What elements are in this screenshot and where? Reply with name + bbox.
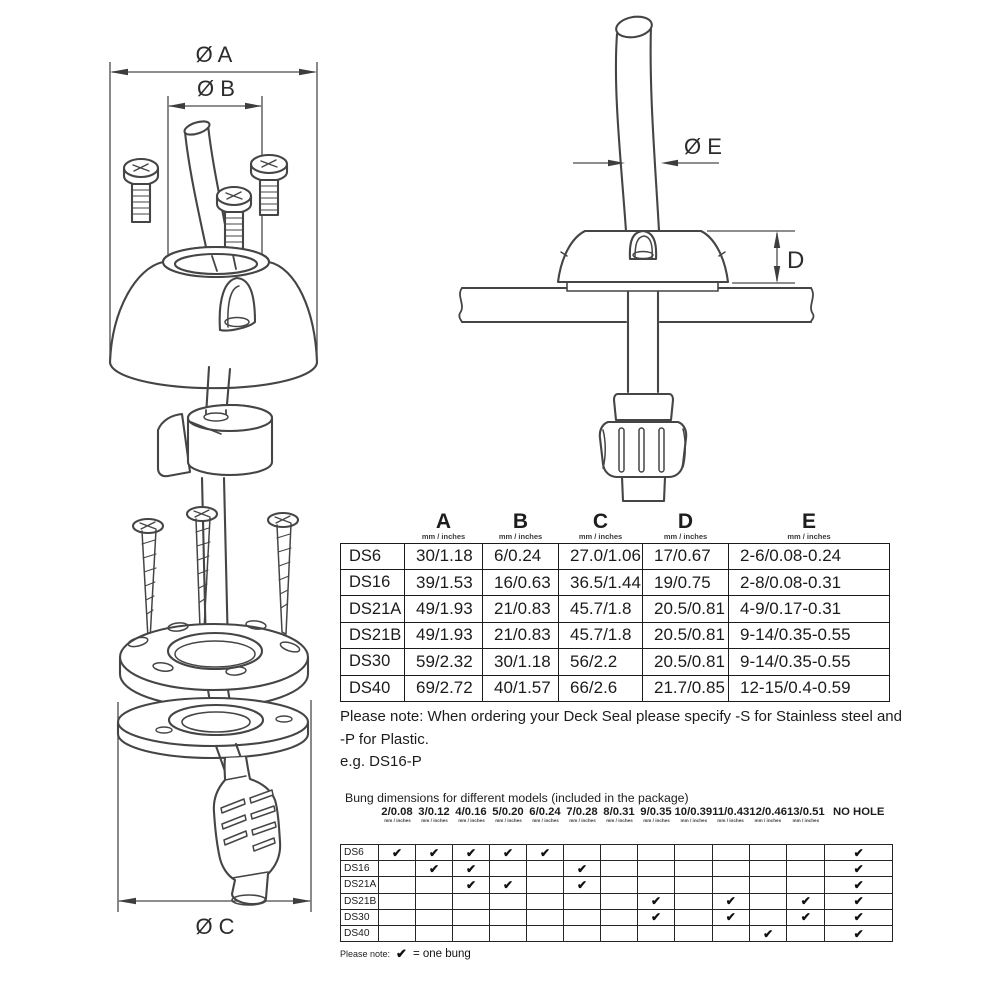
spec-value: 17/0.67 <box>643 543 729 569</box>
check-icon: ✔ <box>379 845 416 861</box>
empty-cell <box>787 861 825 877</box>
bung-col-unit: mm / inches <box>531 818 559 824</box>
model-label: DS6 <box>341 845 379 861</box>
empty-cell <box>638 877 675 893</box>
empty-cell <box>638 845 675 861</box>
spec-col-letter: A <box>435 510 452 533</box>
empty-cell <box>601 877 638 893</box>
empty-cell <box>712 925 749 941</box>
spec-value: 20.5/0.81 <box>643 649 729 675</box>
order-note <box>340 706 910 774</box>
check-icon: ✔ <box>712 893 749 909</box>
bung-col-unit: mm / inches <box>717 818 745 824</box>
machine-screw <box>124 159 158 222</box>
empty-cell <box>601 861 638 877</box>
spec-value: 27.0/1.06 <box>559 543 643 569</box>
check-icon: ✔ <box>490 877 527 893</box>
check-icon: ✔ <box>453 877 490 893</box>
tapping-screw <box>133 519 163 640</box>
empty-cell <box>453 925 490 941</box>
bung-col-size: 9/0.35 <box>640 806 672 818</box>
empty-cell <box>675 877 713 893</box>
empty-cell <box>416 909 453 925</box>
model-label: DS21B <box>341 622 405 648</box>
bung-row-ds30 <box>341 909 893 925</box>
spec-col-unit: mm / inches <box>787 532 831 542</box>
bung-col-unit: mm / inches <box>605 818 633 824</box>
bung-note-equals: = one bung <box>412 948 471 960</box>
bung-col-unit: mm / inches <box>494 818 522 824</box>
check-icon: ✔ <box>416 861 453 877</box>
model-label: DS21A <box>341 877 379 893</box>
empty-cell <box>675 845 713 861</box>
spec-value: 40/1.57 <box>483 675 559 701</box>
bung-col-size: 11/0.43 <box>712 806 750 818</box>
check-icon: ✔ <box>787 909 825 925</box>
empty-cell <box>379 877 416 893</box>
order-note-line2: e.g. DS16-P <box>340 753 422 770</box>
spec-col-unit: mm / inches <box>421 532 466 542</box>
spec-row-ds30 <box>341 649 890 675</box>
empty-cell <box>379 893 416 909</box>
spec-col-unit: mm / inches <box>663 532 708 542</box>
dim-b-label: Ø B <box>197 76 235 101</box>
spec-value: 66/2.6 <box>559 675 643 701</box>
gasket-ring <box>118 698 308 758</box>
exploded-view-drawing <box>78 10 370 955</box>
bung-col-size: 6/0.24 <box>529 806 561 818</box>
empty-cell <box>564 925 601 941</box>
spec-value: 2-6/0.08-0.24 <box>729 543 890 569</box>
deck-seal-dome <box>110 247 317 388</box>
empty-cell <box>675 861 713 877</box>
empty-cell <box>416 925 453 941</box>
bung-col-unit: mm / inches <box>792 818 820 824</box>
model-label: DS40 <box>341 675 405 701</box>
empty-cell <box>564 909 601 925</box>
top-flange <box>120 620 308 707</box>
empty-cell <box>527 861 564 877</box>
bung-col-header <box>453 806 490 845</box>
empty-cell <box>527 925 564 941</box>
bung-col-header <box>712 806 749 845</box>
check-icon: ✔ <box>564 877 601 893</box>
model-label: DS30 <box>341 909 379 925</box>
spec-value: 6/0.24 <box>483 543 559 569</box>
dim-c-label: Ø C <box>195 914 235 939</box>
spec-value: 19/0.75 <box>643 569 729 595</box>
check-icon: ✔ <box>712 909 749 925</box>
check-icon: ✔ <box>490 845 527 861</box>
check-icon: ✔ <box>749 925 787 941</box>
spec-col-header-d <box>643 511 729 543</box>
spec-value: 45.7/1.8 <box>559 622 643 648</box>
spec-col-header-c <box>559 511 643 543</box>
empty-cell <box>675 893 713 909</box>
spec-value: 16/0.63 <box>483 569 559 595</box>
model-label: DS16 <box>341 861 379 877</box>
bung-col-unit: mm / inches <box>754 818 782 824</box>
split-bung <box>158 405 272 476</box>
check-icon: ✔ <box>416 845 453 861</box>
dome-clip-detail <box>630 231 656 259</box>
empty-cell <box>564 893 601 909</box>
spec-col-header-b <box>483 511 559 543</box>
spec-value: 59/2.32 <box>405 649 483 675</box>
bung-col-size: 10/0.39 <box>674 806 713 818</box>
under-deck-gland <box>600 292 686 501</box>
bung-col-header <box>675 806 713 845</box>
check-icon: ✔ <box>396 946 407 961</box>
spec-row-ds40 <box>341 675 890 701</box>
empty-cell <box>749 893 787 909</box>
empty-cell <box>379 909 416 925</box>
bung-col-header <box>749 806 787 845</box>
empty-cell <box>453 893 490 909</box>
bung-col-size: 8/0.31 <box>603 806 635 818</box>
empty-cell <box>601 845 638 861</box>
bung-col-header <box>416 806 453 845</box>
machine-screw <box>217 187 251 252</box>
spec-value: 4-9/0.17-0.31 <box>729 596 890 622</box>
bung-table-title: Bung dimensions for different models (included in the package) <box>345 791 689 805</box>
bung-note-prefix: Please note: <box>340 949 391 959</box>
empty-cell <box>601 893 638 909</box>
spec-value: 39/1.53 <box>405 569 483 595</box>
low-profile-dome <box>558 231 728 291</box>
bung-col-size: 5/0.20 <box>492 806 524 818</box>
bung-col-header <box>379 806 416 845</box>
bung-col-unit: mm / inches <box>568 818 596 824</box>
empty-cell <box>787 877 825 893</box>
connector-plug <box>214 757 280 905</box>
bung-col-size: 4/0.16 <box>455 806 487 818</box>
check-icon: ✔ <box>825 845 893 861</box>
model-label: DS21B <box>341 893 379 909</box>
spec-col-unit: mm / inches <box>578 532 623 542</box>
bung-col-header <box>638 806 675 845</box>
bung-col-size: 2/0.08 <box>381 806 413 818</box>
bung-body <box>341 845 893 942</box>
empty-cell <box>749 845 787 861</box>
empty-cell <box>416 877 453 893</box>
empty-cell <box>453 909 490 925</box>
spec-value: 49/1.93 <box>405 622 483 648</box>
spec-value: 69/2.72 <box>405 675 483 701</box>
model-label: DS21A <box>341 596 405 622</box>
check-icon: ✔ <box>825 893 893 909</box>
empty-cell <box>601 909 638 925</box>
spec-col-unit: mm / inches <box>498 532 543 542</box>
spec-col-header-e <box>729 511 890 543</box>
bung-row-ds6 <box>341 845 893 861</box>
spec-value: 21/0.83 <box>483 622 559 648</box>
spec-corner <box>341 511 405 543</box>
empty-cell <box>416 893 453 909</box>
empty-cell <box>787 845 825 861</box>
bung-col-unit: mm / inches <box>642 818 670 824</box>
dim-d-label: D <box>787 247 805 274</box>
spec-col-letter: C <box>592 510 609 533</box>
spec-value: 2-8/0.08-0.31 <box>729 569 890 595</box>
empty-cell <box>749 877 787 893</box>
empty-cell <box>379 925 416 941</box>
bung-col-header <box>787 806 825 845</box>
spec-table-section <box>340 511 890 702</box>
empty-cell <box>527 893 564 909</box>
spec-value: 30/1.18 <box>483 649 559 675</box>
model-label: DS30 <box>341 649 405 675</box>
tapping-screw <box>187 507 217 630</box>
empty-cell <box>712 861 749 877</box>
bung-col-header <box>564 806 601 845</box>
bung-corner <box>341 806 379 845</box>
empty-cell <box>712 845 749 861</box>
deck-surface <box>459 288 813 322</box>
empty-cell <box>490 909 527 925</box>
bung-col-size: 13/0.51 <box>786 806 825 818</box>
empty-cell <box>638 925 675 941</box>
check-icon: ✔ <box>453 861 490 877</box>
bung-col-unit: mm / inches <box>680 818 707 824</box>
check-icon: ✔ <box>825 877 893 893</box>
bung-col-header <box>490 806 527 845</box>
bung-col-unit: mm / inches <box>420 818 448 824</box>
bung-col-header <box>527 806 564 845</box>
empty-cell <box>490 925 527 941</box>
bung-table-section <box>340 806 893 942</box>
empty-cell <box>527 909 564 925</box>
check-icon: ✔ <box>564 861 601 877</box>
empty-cell <box>787 925 825 941</box>
empty-cell <box>379 861 416 877</box>
empty-cell <box>638 861 675 877</box>
spec-row-ds21b <box>341 622 890 648</box>
bung-row-ds21a <box>341 877 893 893</box>
empty-cell <box>675 909 713 925</box>
side-view-drawing <box>445 0 865 515</box>
spec-value: 36.5/1.44 <box>559 569 643 595</box>
order-note-line1: Please note: When ordering your Deck Seal please specify -S for Stainless steel and -P for Plastic. <box>340 708 902 748</box>
spec-value: 9-14/0.35-0.55 <box>729 622 890 648</box>
bung-col-header <box>601 806 638 845</box>
model-label: DS40 <box>341 925 379 941</box>
cable <box>615 14 659 231</box>
check-icon: ✔ <box>638 909 675 925</box>
spec-row-ds6 <box>341 543 890 569</box>
spec-value: 30/1.18 <box>405 543 483 569</box>
spec-value: 20.5/0.81 <box>643 596 729 622</box>
spec-value: 45.7/1.8 <box>559 596 643 622</box>
model-label: DS6 <box>341 543 405 569</box>
spec-col-letter: E <box>801 510 816 533</box>
spec-value: 20.5/0.81 <box>643 622 729 648</box>
bung-col-header <box>825 806 893 845</box>
spec-header-row <box>341 511 890 543</box>
empty-cell <box>675 925 713 941</box>
empty-cell <box>527 877 564 893</box>
bung-row-ds40 <box>341 925 893 941</box>
check-icon: ✔ <box>787 893 825 909</box>
bung-note <box>340 946 471 962</box>
bung-table <box>340 806 893 942</box>
empty-cell <box>749 909 787 925</box>
machine-screw <box>251 155 287 215</box>
tapping-screw <box>268 513 298 634</box>
check-icon: ✔ <box>825 861 893 877</box>
spec-body <box>341 543 890 701</box>
dim-a-label: Ø A <box>195 42 233 67</box>
check-icon: ✔ <box>527 845 564 861</box>
spec-value: 21/0.83 <box>483 596 559 622</box>
check-icon: ✔ <box>638 893 675 909</box>
bung-col-unit: mm / inches <box>383 818 411 824</box>
spec-row-ds16 <box>341 569 890 595</box>
empty-cell <box>490 893 527 909</box>
spec-value: 56/2.2 <box>559 649 643 675</box>
spec-col-letter: D <box>677 510 694 533</box>
spec-value: 49/1.93 <box>405 596 483 622</box>
bung-col-size: 12/0.46 <box>749 806 787 818</box>
check-icon: ✔ <box>825 925 893 941</box>
bung-header-row <box>341 806 893 845</box>
empty-cell <box>564 845 601 861</box>
bung-row-ds16 <box>341 861 893 877</box>
empty-cell <box>490 861 527 877</box>
empty-cell <box>749 861 787 877</box>
spec-table <box>340 511 890 702</box>
dim-e-label: Ø E <box>684 134 722 159</box>
bung-col-size: NO HOLE <box>832 806 885 818</box>
spec-value: 12-15/0.4-0.59 <box>729 675 890 701</box>
bung-row-ds21b <box>341 893 893 909</box>
bung-col-unit: mm / inches <box>457 818 485 824</box>
empty-cell <box>712 877 749 893</box>
spec-col-header-a <box>405 511 483 543</box>
empty-cell <box>601 925 638 941</box>
bung-col-size: 7/0.28 <box>566 806 598 818</box>
bung-col-size: 3/0.12 <box>418 806 450 818</box>
spec-row-ds21a <box>341 596 890 622</box>
spec-value: 9-14/0.35-0.55 <box>729 649 890 675</box>
model-label: DS16 <box>341 569 405 595</box>
spec-value: 21.7/0.85 <box>643 675 729 701</box>
check-icon: ✔ <box>453 845 490 861</box>
check-icon: ✔ <box>825 909 893 925</box>
spec-col-letter: B <box>512 510 529 533</box>
